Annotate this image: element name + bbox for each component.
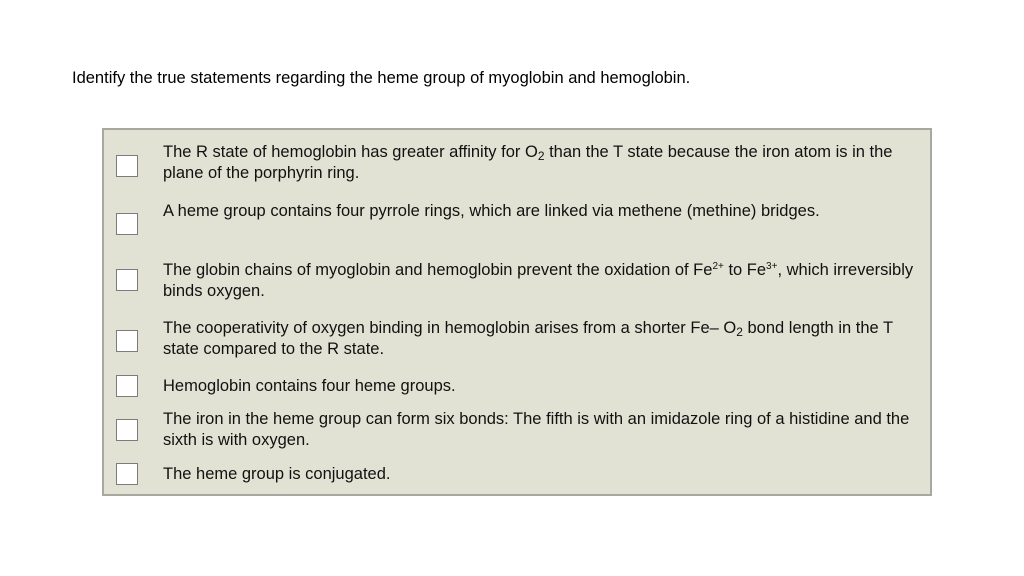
option-checkbox-3[interactable] [116,269,138,291]
option-text-6: The iron in the heme group can form six bonds: The fifth is with an imidazole ring of a histidine and the sixth is with oxygen. [163,410,910,449]
option-checkbox-1[interactable] [116,155,138,177]
answer-options-panel [102,128,932,496]
option-text-3: The globin chains of myoglobin and hemoglobin prevent the oxidation of $Fe^{2+}$ to $Fe^{3+}$, which irreversibly binds oxygen. [163,261,914,300]
option-text-7: The heme group is conjugated. [163,465,391,483]
option-text-5: Hemoglobin contains four heme groups. [163,377,456,395]
option-checkbox-5[interactable] [116,375,138,397]
option-text-1: The R state of hemoglobin has greater affinity for $O_2$ than the T state because the iron atom is in the plane of the porphyrin ring. [163,143,893,182]
option-checkbox-6[interactable] [116,419,138,441]
option-text-4: The cooperativity of oxygen binding in hemoglobin arises from a shorter Fe– $O_2$ bond length in the T state compared to the R state. [163,319,893,358]
option-checkbox-2[interactable] [116,213,138,235]
question-prompt: Identify the true statements regarding the heme group of myoglobin and hemoglobin. [72,69,691,87]
option-checkbox-7[interactable] [116,463,138,485]
option-text-2: A heme group contains four pyrrole rings, which are linked via methene (methine) bridges. [163,202,820,220]
option-checkbox-4[interactable] [116,330,138,352]
